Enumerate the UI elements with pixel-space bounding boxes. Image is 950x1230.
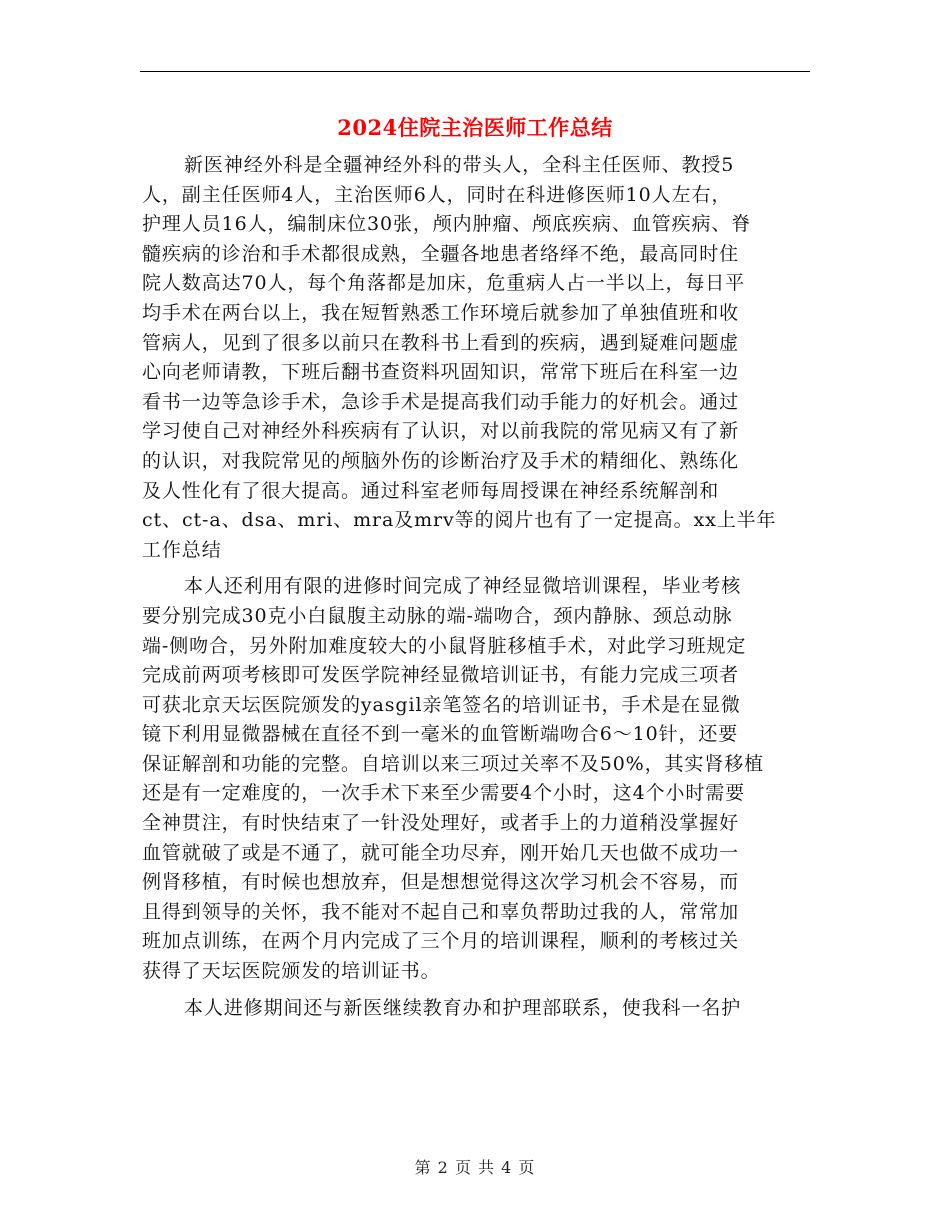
paragraph-line: 工作总结 bbox=[142, 538, 222, 561]
paragraph-line: 镜下利用显微器械在直径不到一毫米的血管断端吻合6～10针，还要 bbox=[142, 723, 739, 746]
paragraph-line: 新医神经外科是全疆神经外科的带头人，全科主任医师、教授5 bbox=[184, 154, 735, 176]
paragraph-line: 获得了天坛医院颁发的培训证书。 bbox=[142, 960, 441, 983]
paragraph-line: 例肾移植，有时候也想放弃，但是想想觉得这次学习机会不容易，而 bbox=[142, 871, 740, 894]
paragraph bbox=[142, 994, 810, 1024]
paragraph-line: 髓疾病的诊治和手术都很成熟，全疆各地患者络绎不绝，最高同时住 bbox=[142, 242, 740, 265]
paragraph-line: 院人数高达70人，每个角落都是加床，危重病人占一半以上，每日平 bbox=[142, 272, 746, 295]
paragraph-line: 且得到领导的关怀，我不能对不起自己和辜负帮助过我的人，常常加 bbox=[142, 900, 740, 923]
paragraph-line: 班加点训练，在两个月内完成了三个月的培训课程，顺利的考核过关 bbox=[142, 930, 740, 953]
paragraph-line: 本人进修期间还与新医继续教育办和护理部联系，使我科一名护 bbox=[184, 996, 742, 1019]
paragraph-line: 学习使自己对神经外科疾病有了认识，对以前我院的常见病又有了新 bbox=[142, 420, 740, 443]
paragraph-line: ct、ct-a、dsa、mri、mra及mrv等的阅片也有了一定提高。xx上半年 bbox=[142, 509, 777, 532]
page-title: 2024住院主治医师工作总结 bbox=[337, 115, 613, 140]
paragraph-line: 及人性化有了很大提高。通过科室老师每周授课在神经系统解剖和 bbox=[142, 479, 720, 502]
paragraph-line: 管病人，见到了很多以前只在教科书上看到的疾病，遇到疑难问题虚 bbox=[142, 331, 740, 354]
paragraph-line: 端-侧吻合，另外附加难度较大的小鼠肾脏移植手术，对此学习班规定 bbox=[142, 634, 747, 657]
paragraph-line: 看书一边等急诊手术，急诊手术是提高我们动手能力的好机会。通过 bbox=[142, 390, 740, 413]
document-body bbox=[142, 151, 810, 1023]
paragraph-line: 还是有一定难度的，一次手术下来至少需要4个小时，这4个小时需要 bbox=[142, 782, 746, 805]
paragraph-line: 均手术在两台以上，我在短暂熟悉工作环境后就参加了单独值班和收 bbox=[142, 301, 740, 324]
paragraph-line: 可获北京天坛医院颁发的yasgil亲笔签名的培训证书，手术是在显微 bbox=[142, 693, 741, 716]
paragraph-line: 护理人员16人，编制床位30张，颅内肿瘤、颅底疾病、血管疾病、脊 bbox=[142, 213, 752, 236]
header-rule bbox=[140, 71, 810, 72]
paragraph-line: 心向老师请教，下班后翻书查资料巩固知识，常常下班后在科室一边 bbox=[142, 361, 740, 384]
paragraph-line: 本人还利用有限的进修时间完成了神经显微培训课程，毕业考核 bbox=[184, 575, 742, 598]
paragraph-line: 全神贯注，有时快结束了一针没处理好，或者手上的力道稍没掌握好 bbox=[142, 812, 740, 835]
paragraph bbox=[142, 572, 810, 986]
page-footer: 第 2 页 共 4 页 bbox=[414, 1158, 536, 1177]
paragraph bbox=[142, 151, 810, 565]
paragraph-line: 人，副主任医师4人，主治医师6人，同时在科进修医师10人左右， bbox=[142, 183, 732, 206]
paragraph-line: 保证解剖和功能的完整。自培训以来三项过关率不及50%，其实肾移植 bbox=[142, 752, 765, 775]
paragraph-line: 血管就破了或是不通了，就可能全功尽弃，刚开始几天也做不成功一 bbox=[142, 841, 740, 864]
paragraph-line: 要分别完成30克小白鼠腹主动脉的端-端吻合，颈内静脉、颈总动脉 bbox=[142, 604, 733, 627]
paragraph-line: 的认识，对我院常见的颅脑外伤的诊断治疗及手术的精细化、熟练化 bbox=[142, 449, 740, 472]
paragraph-line: 完成前两项考核即可发医学院神经显微培训证书，有能力完成三项者 bbox=[142, 664, 740, 687]
